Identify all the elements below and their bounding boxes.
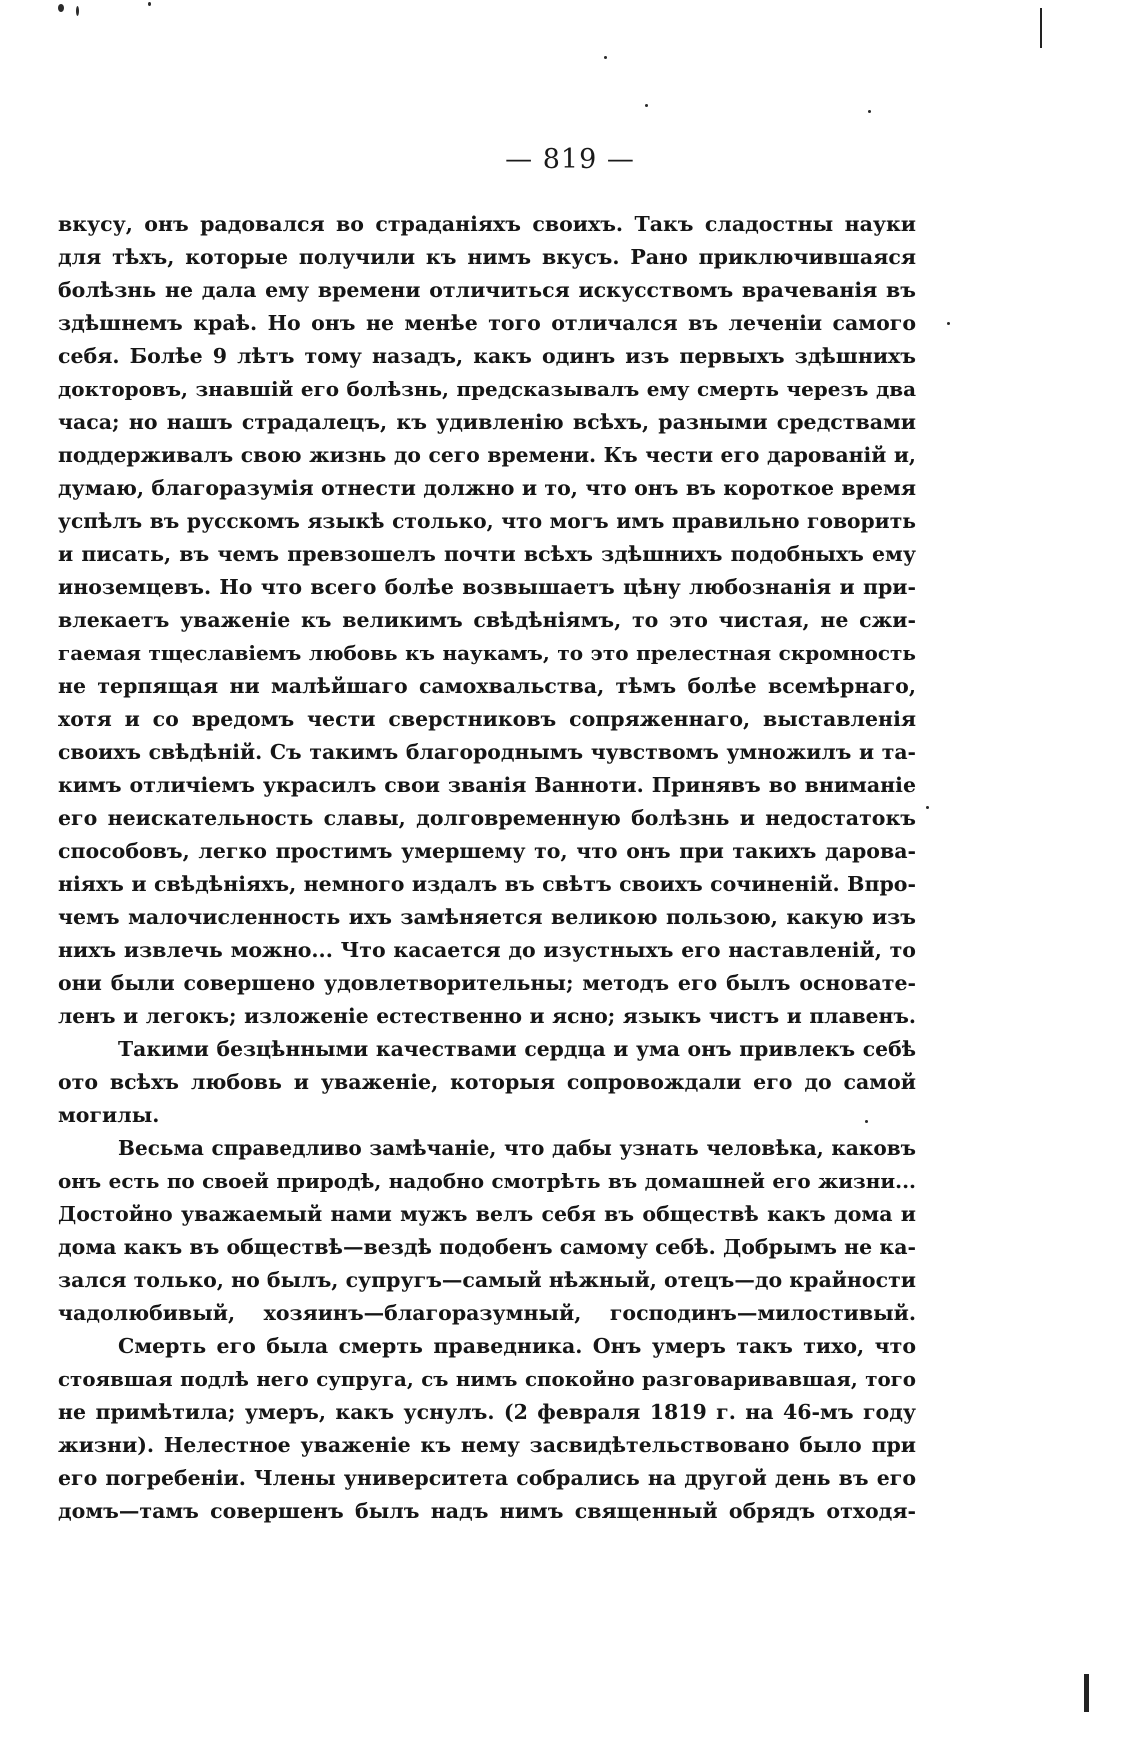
scan-speck: [58, 4, 64, 12]
text-line: кимъ отличiемъ украсилъ свои званiя Ванноти. Принявъ во вниманiе: [58, 773, 916, 797]
text-line: и писать, въ чемъ превзошелъ почти всѣхъ здѣшнихъ подобныхъ ему: [58, 542, 916, 566]
text-line: дома какъ въ обществѣ—вездѣ подобенъ самому себѣ. Добрымъ не ка-: [58, 1235, 916, 1259]
text-line: не терпящая ни малѣйшаго самохвальства, тѣмъ болѣе всемѣрнаго,: [58, 674, 916, 698]
scan-speck: [148, 2, 151, 6]
scan-speck: [604, 56, 607, 59]
text-line: гаемая тщеславiемъ любовь къ наукамъ, то это прелестная скромность: [58, 641, 916, 665]
text-line: жизни). Нелестное уваженiе къ нему засвидѣтельствовано было при: [58, 1433, 916, 1457]
scan-edge-mark: [1084, 1674, 1089, 1712]
text-line: домъ—тамъ совершенъ былъ надъ нимъ священный обрядъ отходя-: [58, 1499, 916, 1523]
text-line: онъ есть по своей природѣ, надобно смотрѣть въ домашней его жизни...: [58, 1169, 916, 1193]
text-line: поддерживалъ свою жизнь до сего времени. Къ чести его дарованiй и,: [58, 443, 916, 467]
text-line: своихъ свѣдѣнiй. Съ такимъ благороднымъ чувствомъ умножилъ и та-: [58, 740, 916, 764]
text-line: хотя и со вредомъ чести сверстниковъ сопряженнаго, выставленiя: [58, 707, 916, 731]
body-text: [58, 208, 916, 1528]
text-line: ленъ и легокъ; изложенiе естественно и ясно; языкъ чистъ и плавенъ.: [58, 1004, 916, 1028]
text-line: болѣзнь не дала ему времени отличиться искусствомъ врачеванiя въ: [58, 278, 916, 302]
scan-speck: [645, 104, 648, 107]
text-line: себя. Болѣе 9 лѣтъ тому назадъ, какъ одинъ изъ первыхъ здѣшнихъ: [58, 344, 916, 368]
text-line: способовъ, легко простимъ умершему то, что онъ при такихъ дарова-: [58, 839, 916, 863]
text-line: здѣшнемъ краѣ. Но онъ не менѣе того отличался въ леченiи самого: [58, 311, 916, 335]
text-line: его погребенiи. Члены университета собрались на другой день въ его: [58, 1466, 916, 1490]
text-line: думаю, благоразумiя отнести должно и то, что онъ въ короткое время: [58, 476, 916, 500]
text-line: часа; но нашъ страдалецъ, къ удивленiю всѣхъ, разными средствами: [58, 410, 916, 434]
scan-edge-mark: [1040, 8, 1042, 48]
text-line: иноземцевъ. Но что всего болѣе возвышаетъ цѣну любознанiя и при-: [58, 575, 916, 599]
scan-speck: [868, 110, 871, 113]
text-line: вкусу, онъ радовался во страданiяхъ своихъ. Такъ сладостны науки: [58, 212, 916, 236]
scan-speck: [926, 806, 929, 809]
text-line: зался только, но былъ, супругъ—самый нѣжный, отецъ—до крайности: [58, 1268, 916, 1292]
text-line: влекаетъ уваженiе къ великимъ свѣдѣнiямъ, то это чистая, не сжи-: [58, 608, 916, 632]
text-line: ото всѣхъ любовь и уваженiе, которыя сопровождали его до самой: [58, 1070, 916, 1094]
scan-speck: [947, 322, 950, 325]
text-line: могилы.: [58, 1103, 160, 1127]
text-line: Достойно уважаемый нами мужъ велъ себя въ обществѣ какъ дома и: [58, 1202, 916, 1226]
text-line: его неискательность славы, долговременную болѣзнь и недостатокъ: [58, 806, 916, 830]
text-line: не примѣтила; умеръ, какъ уснулъ. (2 февраля 1819 г. на 46-мъ году: [58, 1400, 916, 1424]
text-line: Такими безцѣнными качествами сердца и ума онъ привлекъ себѣ: [118, 1037, 916, 1061]
text-line: стоявшая подлѣ него супруга, съ нимъ спокойно разговаривавшая, того: [58, 1367, 916, 1391]
page-number: — 819 —: [505, 144, 635, 175]
text-line: нiяхъ и свѣдѣнiяхъ, немного издалъ въ свѣтъ своихъ сочиненiй. Впро-: [58, 872, 916, 896]
text-line: успѣлъ въ русскомъ языкѣ столько, что могъ имъ правильно говорить: [58, 509, 916, 533]
text-line: Весьма справедливо замѣчанiе, что дабы узнать человѣка, каковъ: [118, 1136, 916, 1160]
scan-speck: [76, 6, 79, 16]
text-line: нихъ извлечь можно... Что касается до изустныхъ его наставленiй, то: [58, 938, 916, 962]
text-line: докторовъ, знавшiй его болѣзнь, предсказывалъ ему смерть черезъ два: [58, 377, 916, 401]
text-line: чемъ малочисленность ихъ замѣняется великою пользою, какую изъ: [58, 905, 916, 929]
text-line: Смерть его была смерть праведника. Онъ умеръ такъ тихо, что: [118, 1334, 916, 1358]
text-line: чадолюбивый, хозяинъ—благоразумный, господинъ—милостивый.: [58, 1301, 916, 1325]
text-line: они были совершено удовлетворительны; методъ его былъ основате-: [58, 971, 916, 995]
text-line: для тѣхъ, которые получили къ нимъ вкусъ. Рано приключившаяся: [58, 245, 916, 269]
